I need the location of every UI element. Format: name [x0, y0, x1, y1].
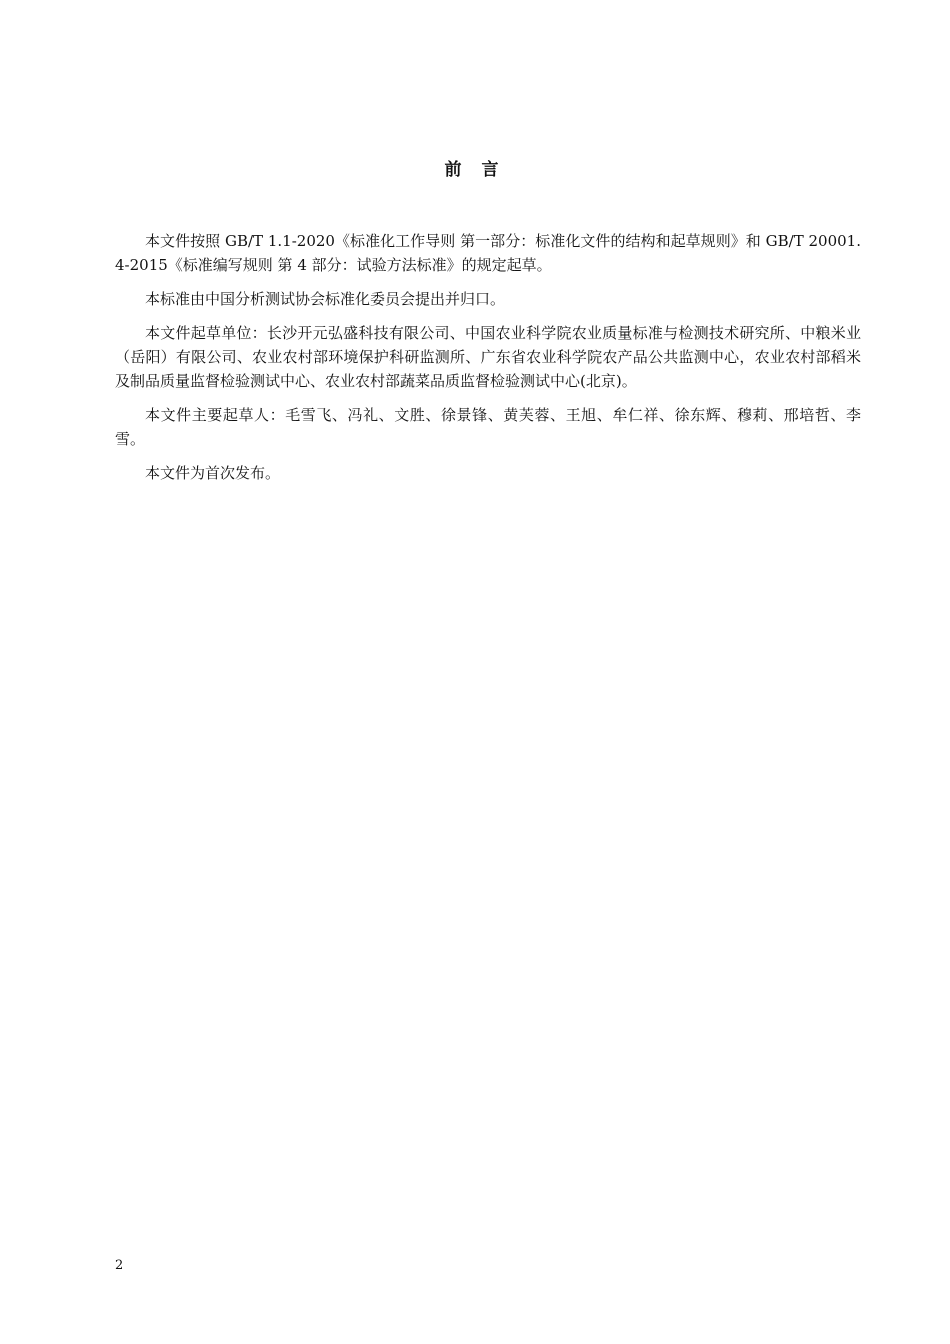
page-number: 2: [115, 1258, 124, 1273]
foreword-body: [115, 229, 861, 495]
paragraph-drafting-units: 本文件起草单位：长沙开元弘盛科技有限公司、中国农业科学院农业质量标准与检测技术研究所、中粮米业（岳阳）有限公司、农业农村部环境保护科研监测所、广东省农业科学院农产品公共监测中心，农业农村部稻米及制品质量监督检验测试中心、农业农村部蔬菜品质监督检验测试中心(北京)。: [115, 324, 861, 390]
paragraph-first-release: 本文件为首次发布。: [145, 464, 281, 482]
paragraph-drafting-rules: 本文件按照 GB/T 1.1-2020《标准化工作导则 第一部分：标准化文件的结构和起草规则》和 GB/T 20001.4-2015《标准编写规则 第 4 部分：试验方法标准》的规定起草。: [115, 232, 861, 274]
page-title: 前 言: [444, 160, 506, 180]
paragraph-drafters: 本文件主要起草人：毛雪飞、冯礼、文胜、徐景锋、黄芙蓉、王旭、牟仁祥、徐东辉、穆莉、邢培哲、李雪。: [115, 406, 861, 448]
paragraph-proposer: 本标准由中国分析测试协会标准化委员会提出并归口。: [145, 290, 506, 308]
